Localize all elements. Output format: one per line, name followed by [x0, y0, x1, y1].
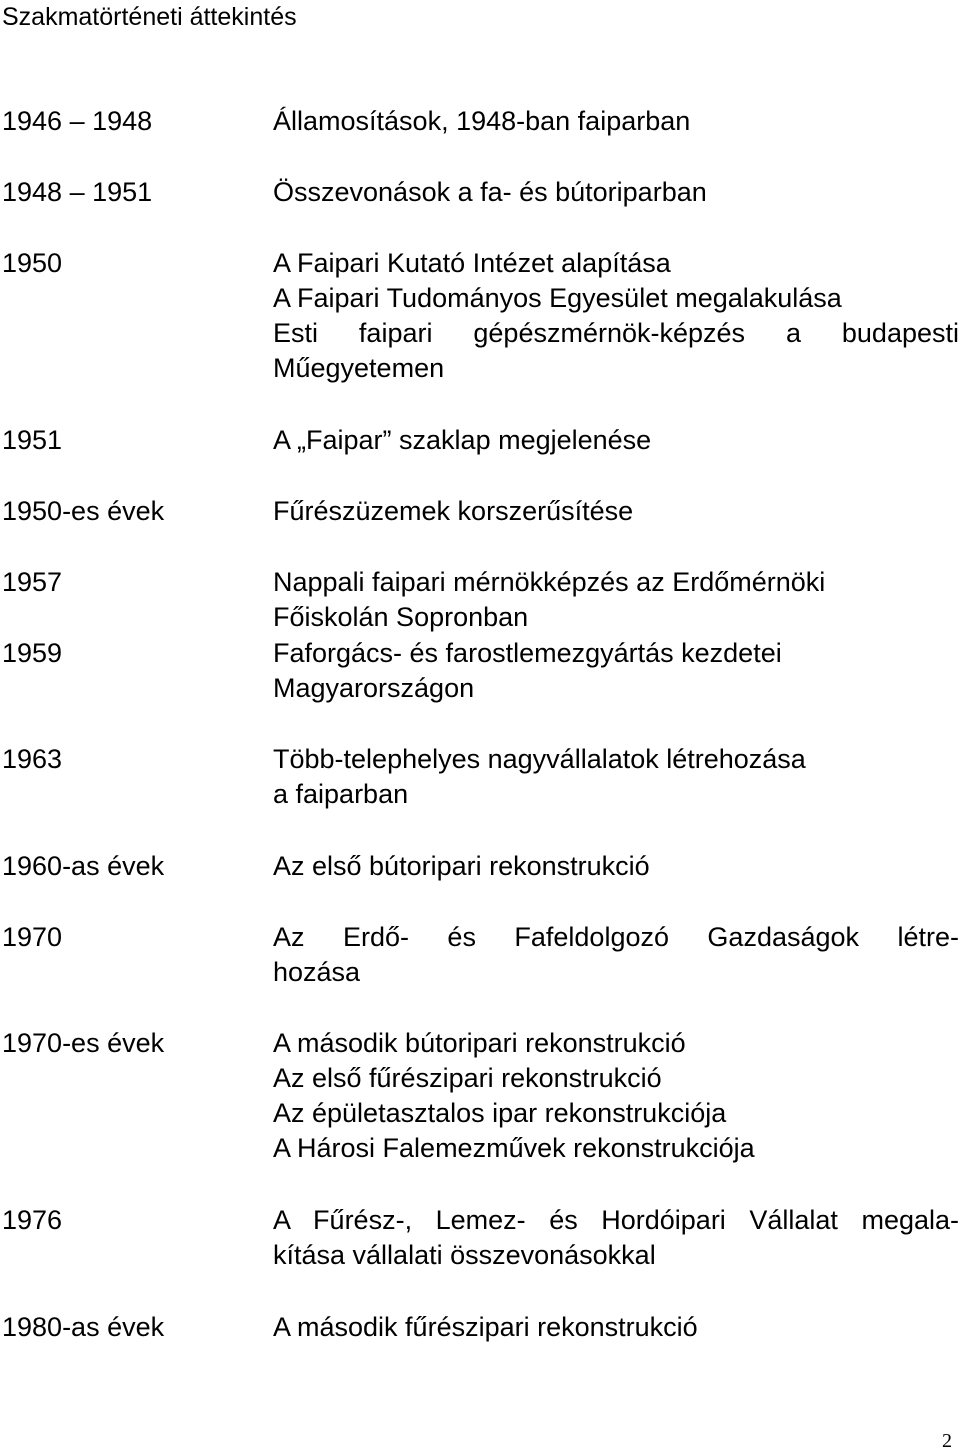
event-line: Esti faipari gépészmérnök-képzés a budapesti	[273, 318, 959, 348]
event-line: Műegyetemen	[273, 353, 445, 383]
entry-year: 1946 – 1948	[2, 106, 153, 136]
event-line: Magyarországon	[273, 673, 475, 703]
entry-year: 1960-as évek	[2, 851, 165, 881]
page-number: 2	[942, 1430, 952, 1452]
entry-year: 1957	[2, 567, 63, 597]
event-line: Az épületasztalos ipar rekonstrukciója	[273, 1098, 727, 1128]
entry-events	[273, 849, 959, 884]
event-line: A Fűrész-, Lemez- és Hordóipari Vállalat megala-	[273, 1205, 959, 1235]
entry-events	[273, 636, 959, 706]
entry-events	[273, 104, 959, 139]
entry-events	[273, 565, 959, 635]
event-line: A Hárosi Falemezművek rekonstrukciója	[273, 1133, 755, 1163]
entry-events	[273, 742, 959, 812]
event-line: Államosítások, 1948-ban faiparban	[273, 106, 691, 136]
event-line: A Faipari Tudományos Egyesület megalakulása	[273, 283, 842, 313]
event-line: Az első fűrészipari rekonstrukció	[273, 1063, 662, 1093]
event-line: A második fűrészipari rekonstrukció	[273, 1312, 698, 1342]
entry-events	[273, 494, 959, 529]
entry-year: 1950	[2, 248, 63, 278]
entry-year: 1976	[2, 1205, 63, 1235]
event-line: A második bútoripari rekonstrukció	[273, 1028, 686, 1058]
entry-year: 1951	[2, 425, 63, 455]
entry-events	[273, 1026, 959, 1166]
event-line: Fűrészüzemek korszerűsítése	[273, 496, 634, 526]
event-line: kítása vállalati összevonásokkal	[273, 1240, 656, 1270]
entry-events	[273, 1310, 959, 1345]
event-line: Nappali faipari mérnökképzés az Erdőmérnöki	[273, 567, 826, 597]
entry-year: 1948 – 1951	[2, 177, 153, 207]
event-line: Több-telephelyes nagyvállalatok létrehozása	[273, 744, 806, 774]
entry-year: 1950-es évek	[2, 496, 165, 526]
entry-year: 1963	[2, 744, 63, 774]
event-line: A Faipari Kutató Intézet alapítása	[273, 248, 671, 278]
entry-events	[273, 423, 959, 458]
page-title: Szakmatörténeti áttekintés	[2, 3, 297, 31]
event-line: A „Faipar” szaklap megjelenése	[273, 425, 652, 455]
event-line: Faforgács- és farostlemezgyártás kezdetei	[273, 638, 782, 668]
entry-events	[273, 920, 959, 990]
entry-year: 1959	[2, 638, 63, 668]
entry-year: 1980-as évek	[2, 1312, 165, 1342]
event-line: Az Erdő- és Fafeldolgozó Gazdaságok létre-	[273, 922, 959, 952]
entry-events	[273, 175, 959, 210]
entry-year: 1970-es évek	[2, 1028, 165, 1058]
event-line: Az első bútoripari rekonstrukció	[273, 851, 650, 881]
event-line: Főiskolán Sopronban	[273, 602, 529, 632]
entry-year: 1970	[2, 922, 63, 952]
event-line: Összevonások a fa- és bútoriparban	[273, 177, 707, 207]
event-line: hozása	[273, 957, 361, 987]
event-line: a faiparban	[273, 779, 409, 809]
entry-events	[273, 246, 959, 386]
entry-events	[273, 1203, 959, 1273]
